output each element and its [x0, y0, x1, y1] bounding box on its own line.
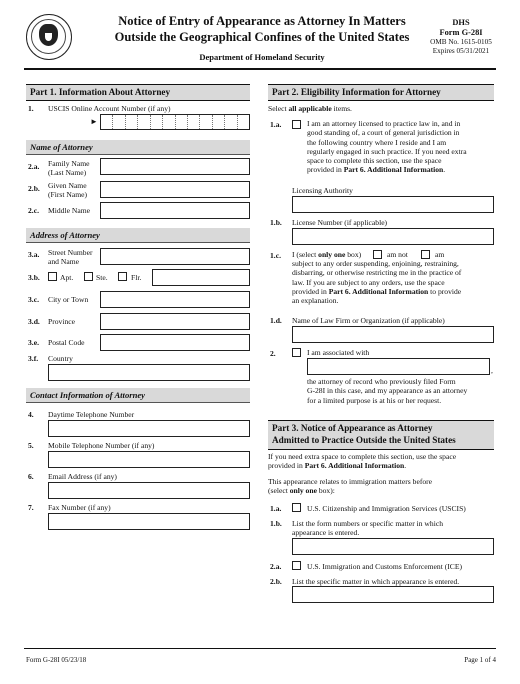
p2-q1a-number: 1.a. — [270, 120, 282, 129]
p2-q1a-line6-pre: provided in — [307, 165, 344, 175]
form-number: Form G-28I — [439, 28, 483, 38]
p2-q1d-label: Name of Law Firm or Organization (if applicable) — [292, 316, 445, 325]
department-name: Department of Homeland Security — [199, 52, 325, 62]
q7-label: Fax Number (if any) — [48, 503, 111, 512]
family-name-field[interactable] — [100, 158, 250, 175]
p3-q1b-number: 1.b. — [270, 519, 282, 528]
p3-q1a-label: U.S. Citizenship and Immigration Services (USCIS) — [307, 504, 466, 513]
p2-q1c-text — [292, 259, 496, 305]
q4-number: 4. — [28, 410, 34, 419]
q2a-label-line2: (Last Name) — [48, 168, 87, 178]
q4-label: Daytime Telephone Number — [48, 410, 135, 419]
p2-q1c-pre: I (select — [292, 250, 319, 259]
q6-number: 6. — [28, 472, 34, 481]
licensing-authority-field[interactable] — [292, 196, 494, 213]
ste-checkbox[interactable] — [84, 272, 93, 281]
q5-number: 5. — [28, 441, 34, 450]
form-title — [92, 14, 432, 45]
q2b-number: 2.b. — [28, 184, 40, 193]
middle-name-field[interactable] — [100, 202, 250, 219]
footer-divider — [24, 648, 496, 649]
license-number-field[interactable] — [292, 228, 494, 245]
associated-with-checkbox[interactable] — [292, 348, 301, 357]
expiration-date: Expires 05/31/2021 — [432, 46, 490, 55]
part3-heading-line2: Admitted to Practice Outside the United States — [272, 434, 456, 445]
part3-intro — [268, 452, 496, 471]
part3-intro2-pre: provided in — [268, 461, 305, 471]
part3-intro2-post: . — [404, 461, 407, 471]
ice-checkbox[interactable] — [292, 561, 301, 570]
p2-q1c-line5-post: to provide — [428, 286, 462, 296]
associated-attorney-field[interactable] — [307, 358, 490, 375]
p2-q1a-text — [307, 119, 497, 175]
licensing-authority-label: Licensing Authority — [292, 186, 353, 195]
flr-checkbox[interactable] — [118, 272, 127, 281]
p3-q2a-label: U.S. Immigration and Customs Enforcement (ICE) — [307, 562, 463, 571]
p3-q1b-label — [292, 519, 496, 538]
licensed-attorney-checkbox[interactable] — [292, 120, 301, 129]
header-divider — [24, 68, 496, 70]
law-firm-field[interactable] — [292, 326, 494, 343]
part3-intro-line1: If you need extra space to complete this section, use the space — [268, 452, 457, 461]
q3c-label: City or Town — [48, 295, 89, 304]
omb-number: OMB No. 1615-0105 — [430, 38, 492, 47]
p2-q1a-line6-bold: Part 6. Additional Information — [343, 165, 444, 175]
unit-number-field[interactable] — [152, 269, 250, 286]
p2-q2-label: I am associated with — [307, 348, 370, 357]
q7-number: 7. — [28, 503, 34, 512]
p2-q1a-line4: regularly engaged in such practice. If you need extra — [307, 146, 467, 156]
q3d-number: 3.d. — [28, 317, 40, 326]
p2-q1c-line5-pre: provided in — [292, 286, 329, 296]
p2-q1c-bold: only one — [318, 250, 346, 259]
part1-heading: Part 1. Information About Attorney — [26, 84, 250, 101]
p2-q1c-post: box) — [345, 250, 362, 259]
p2-q1a-line3: the following country where I reside and I am — [307, 137, 447, 147]
p3-q1b-line2: appearance is entered. — [292, 528, 360, 538]
p2-q1c-line6: an explanation. — [292, 296, 339, 305]
fax-field[interactable] — [48, 513, 250, 530]
uscis-matter-field[interactable] — [292, 538, 494, 555]
contact-information-heading: Contact Information of Attorney — [26, 388, 250, 403]
part2-intro-pre: Select — [268, 104, 289, 113]
q3e-number: 3.e. — [28, 338, 39, 347]
q1-label: USCIS Online Account Number (if any) — [48, 104, 171, 113]
q3b-number: 3.b. — [28, 273, 40, 282]
q3a-number: 3.a. — [28, 250, 40, 259]
am-not-label: am not — [387, 250, 408, 259]
q2b-label — [48, 181, 87, 200]
arrow-icon: ► — [90, 117, 98, 126]
q2a-number: 2.a. — [28, 162, 40, 171]
q3d-label: Province — [48, 317, 75, 326]
title-line-1: Notice of Entry of Appearance as Attorney In Matters — [118, 14, 406, 28]
q2c-number: 2.c. — [28, 206, 39, 215]
am-label: am — [435, 250, 445, 259]
p2-q2-number: 2. — [270, 349, 276, 358]
apt-checkbox[interactable] — [48, 272, 57, 281]
ice-matter-field[interactable] — [292, 586, 494, 603]
q2b-label-line1: Given Name — [48, 181, 87, 190]
p2-q1a-line5: space to complete this section, use the space — [307, 156, 442, 165]
q2b-label-line2: (First Name) — [48, 190, 88, 200]
title-line-2: Outside the Geographical Confines of the United States — [114, 29, 410, 44]
p2-q1b-number: 1.b. — [270, 218, 282, 227]
q3f-number: 3.f. — [28, 354, 39, 363]
part3-intro-line3: This appearance relates to immigration matters before — [268, 477, 433, 486]
agency-label: DHS — [452, 18, 470, 27]
p2-q2-comma: , — [491, 366, 493, 375]
postal-code-field[interactable] — [100, 334, 250, 351]
q6-label: Email Address (if any) — [48, 472, 117, 481]
email-field[interactable] — [48, 482, 250, 499]
uscis-checkbox[interactable] — [292, 503, 301, 512]
street-field[interactable] — [100, 248, 250, 265]
part3-intro-2 — [268, 477, 496, 496]
q1-number: 1. — [28, 104, 34, 113]
q3a-label — [48, 248, 93, 267]
address-of-attorney-heading: Address of Attorney — [26, 228, 250, 243]
mobile-phone-field[interactable] — [48, 451, 250, 468]
q3a-label-line2: and Name — [48, 257, 79, 267]
part3-heading-line1: Part 3. Notice of Appearance as Attorney — [272, 423, 433, 433]
footer-form-date: Form G-28I 05/23/18 — [26, 656, 87, 664]
province-field[interactable] — [100, 313, 250, 330]
shield-icon — [44, 32, 53, 42]
q5-label: Mobile Telephone Number (if any) — [48, 441, 155, 450]
name-of-attorney-heading: Name of Attorney — [26, 140, 250, 155]
q3f-label: Country — [48, 354, 73, 363]
part2-heading: Part 2. Eligibility Information for Attorney — [268, 84, 494, 101]
p3-q2b-number: 2.b. — [270, 577, 282, 586]
p2-q1c-line5-bold: Part 6. Additional Information — [328, 286, 429, 296]
apt-label: Apt. — [60, 273, 74, 282]
part3-intro4-pre: (select — [268, 486, 290, 496]
country-field[interactable] — [48, 364, 250, 381]
p2-q1b-label: License Number (if applicable) — [292, 218, 388, 227]
part3-intro2-bold: Part 6. Additional Information — [304, 461, 405, 471]
uscis-account-number-field[interactable] — [100, 114, 250, 130]
q2c-label: Middle Name — [48, 206, 90, 215]
p2-q1d-number: 1.d. — [270, 316, 282, 325]
p2-q1a-line1: I am an attorney licensed to practice law in, and in — [307, 119, 461, 128]
part2-intro-post: items. — [331, 104, 352, 113]
am-not-checkbox[interactable] — [373, 250, 382, 259]
am-checkbox[interactable] — [421, 250, 430, 259]
p3-q1a-number: 1.a. — [270, 504, 282, 513]
part3-intro4-bold: only one — [289, 486, 317, 496]
form-identifier — [420, 18, 502, 55]
q2a-label-line1: Family Name — [48, 159, 90, 168]
part2-intro — [268, 104, 352, 113]
p2-q1c-line4: law. If you are subject to any orders, use the space — [292, 277, 445, 287]
p2-q2-text — [307, 377, 497, 405]
p2-q1a-line6-post: . — [443, 165, 446, 175]
city-field[interactable] — [100, 291, 250, 308]
daytime-phone-field[interactable] — [48, 420, 250, 437]
p2-q1c-line3: disbarring, or otherwise restricting me in the practice of — [292, 268, 462, 278]
q3a-label-line1: Street Number — [48, 248, 93, 257]
p3-q2a-number: 2.a. — [270, 562, 282, 571]
q2a-label — [48, 159, 90, 178]
p2-q1c-number: 1.c. — [270, 251, 281, 260]
part3-intro4-post: box): — [316, 486, 335, 496]
p3-q1b-line1: List the form numbers or specific matter in which — [292, 519, 443, 528]
p2-q2-line3: G-28I in this case, and my appearance as an attorney — [307, 386, 468, 396]
ste-label: Ste. — [96, 273, 108, 282]
p3-q2b-label: List the specific matter in which appearance is entered. — [292, 577, 460, 586]
p2-q2-line4: for a limited purpose is at his or her request. — [307, 395, 442, 405]
part3-heading — [268, 420, 494, 450]
flr-label: Flr. — [131, 273, 142, 282]
dhs-seal — [26, 14, 72, 60]
p2-q2-line2: the attorney of record who previously filed Form — [307, 377, 456, 386]
p2-q1c-line2: subject to any order suspending, enjoining, restraining, — [292, 259, 459, 268]
p2-q1c-line1 — [292, 250, 361, 259]
p2-q1a-line2: good standing of, a court of general jurisdiction in — [307, 128, 460, 138]
part2-intro-bold: all applicable — [288, 104, 332, 113]
q3e-label: Postal Code — [48, 338, 85, 347]
given-name-field[interactable] — [100, 181, 250, 198]
q3c-number: 3.c. — [28, 295, 39, 304]
footer-page-number: Page 1 of 4 — [464, 656, 496, 664]
